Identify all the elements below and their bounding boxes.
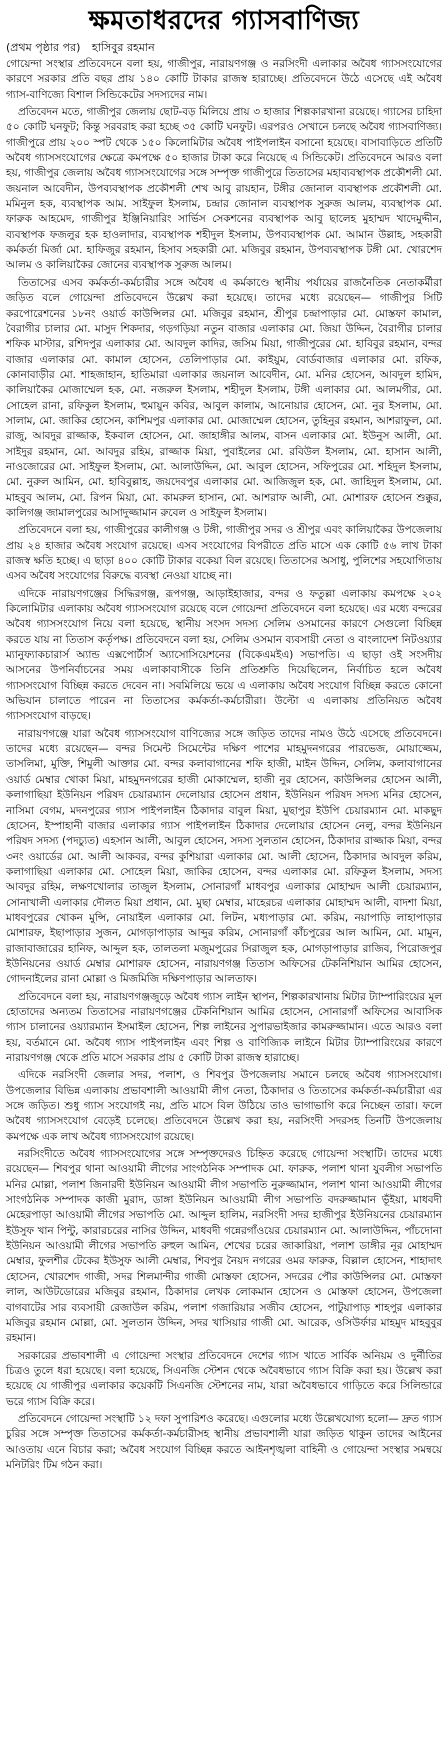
paragraph: গোয়েন্দা সংস্থার প্রতিবেদনে বলা হয়, গাজীপুর, নারায়ণগঞ্জ ও নরসিংদী এলাকার অবৈধ গ্যাসসংযোগের কারণে সরকার প্রতি বছর প্রায় ১৪০ কোটি টাকার রাজস্ব হারাচ্ছে। প্রতিবেদনে উঠে এসেছে এই অবৈধ গ্যাস-বাণিজ্যে বিশাল সিন্ডিকেটের সদস্যদের নাম। bbox=[6, 58, 442, 101]
paragraph: এদিকে নরসিংদী জেলার সদর, পলাশ, ও শিবপুর উপজেলায় সমানে চলছে অবৈধ গ্যাসসংযোগ। উপজেলার বিভিন্ন এলাকায় প্রভাবশালী আওয়ামী লীগ নেতা, ঠিকাদার ও তিতাসের কর্মকর্তা-কর্মচারীরা এর সঙ্গে জড়িত। শুধু গ্যাস সংযোগই নয়, প্রতি মাসে বিল উঠিয়ে তাও ভাগাভাগি করে নিচ্ছেন তারা। ফলে অবৈধ গ্যাসসংযোগ বেড়েই চলেছে। প্রতিবেদনে উল্লেখ করা হয়, নরসিংদী সদরসহ তিনটি উপজেলায় কমপক্ষে এক লাখ অবৈধ গ্যাসসংযোগ রয়েছে। bbox=[6, 1069, 442, 1143]
byline bbox=[6, 40, 442, 56]
paragraph: প্রতিবেদনে গোয়েন্দা সংস্থাটি ১২ দফা সুপারিশও করেছে। এগুলোর মধ্যে উল্লেখযোগ্য হলো— দ্রুত গ্যাস চুরির সঙ্গে সম্পৃক্ত তিতাসের কর্মকর্তা-কর্মচারীসহ স্থানীয় প্রভাবশালী যারা জড়িত থাকুন তাদের আইনের আওতায় এনে বিচার করা; অবৈধ সংযোগ বিচ্ছিন্ন করতে আইনশৃঙ্খলা বাহিনী ও গোয়েন্দা সংস্থার সমন্বয়ে মনিটরিং টিম গঠন করা। bbox=[6, 1412, 442, 1471]
author-name: হাসিবুর রহমান bbox=[91, 41, 155, 54]
paragraph: তিতাসের এসব কর্মকর্তা-কর্মচারীর সঙ্গে অবৈধ এ কর্মকাণ্ডে স্থানীয় পর্যায়ের রাজনৈতিক নেতাকর্মীরা জড়িত বলে গোয়েন্দা প্রতিবেদনে উল্লেখ করা হয়েছে। তাদের মধ্যে রয়েছেন— গাজীপুর সিটি করপোরেশনের ১৮নং ওয়ার্ড কাউন্সিলর মো. মজিবুর রহমান, শ্রীপুর চন্দ্রাপাড়ার মো. মোস্তফা কামাল, বৈরাগীর চালার মো. মাসুদ শিকদার, গড়গড়িয়া নতুন বাজার এলাকার মো. জিয়া উদ্দিন, বৈরাগীর চালার শফিক মাস্টার, রশিদপুর এলাকার মো. আবদুল কাদির, জসিম মিয়া, গাজীপুরের মো. হাবিবুর রহমান, বন্দর বাজার এলাকার মো. কামাল হোসেন, তেলিপাড়ার মো. কাইয়ুম, বোর্ডবাজার এলাকার মো. রফিক, কোনাবাড়ীর মো. শাহজাহান, হাতিমারা এলাকার জয়নাল আবেদীন, মো. মনির হোসেন, আবদুল হামিদ, কালিয়াকৈর মোজাম্মেল হক, মো. নজরুল ইসলাম, শহীদুল ইসলাম, টঙ্গী এলাকার মো. আলমগীর, মো. সোহেল রানা, রফিকুল ইসলাম, হুমায়ুন কবির, আবুল কালাম, আনোয়ার হোসেন, মো. নুর ইসলাম, মো. সালাম, মো. জাকির হোসেন, কাশিমপুর এলাকার মো. মোজাম্মেল হোসেন, তুহিনুর রহমান, আশরাফুল, মো. রাজু, আবদুর রাজ্জাক, ইকবাল হোসেন, মো. জাহাঙ্গীর আলম, বাসন এলাকার মো. ইউনুস আলী, মো. সাইদুর রহমান, মো. আবদুর রহিম, রাজ্জাক মিয়া, পুবাইলের মো. রবিউল ইসলাম, মো. হাসান আলী, নাওজোরের মো. সাইফুল ইসলাম, মো. আলাউদ্দিন, মো. আবুল হোসেন, সফিপুরের মো. শহিদুল ইসলাম, মো. নুরুল আমিন, মো. হাবিবুল্লাহ, জয়দেবপুর এলাকার মো. আজিজুল হক, মো. জাহিদুল ইসলাম, মো. মাহবুব আলম, মো. রিপন মিয়া, মো. কামরুল হাসান, মো. আশরাফ আলী, মো. মোশারফ হোসেন শুক্কুর, কালিগঞ্জ জামালপুরের আসাদুজ্জামান রুবেল ও সাইফুল ইসলাম। bbox=[6, 276, 442, 519]
paragraph: প্রতিবেদনে বলা হয়, গাজীপুরের কালীগঞ্জ ও টঙ্গী, গাজীপুর সদর ও শ্রীপুর এবং কালিয়াকৈর উপজেলায় প্রায় ২৪ হাজার অবৈধ সংযোগ রয়েছে। এসব সংযোগের বিপরীতে প্রতি মাসে এক কোটি ৫৬ লাখ টাকা রাজস্ব ক্ষতি হচ্ছে। এ ছাড়া ৪০০ কোটি টাকার বকেয়া বিল রয়েছে। তিতাসের অসাধু, পুলিশের সহযোগিতায় এসব অবৈধ সংযোগের বিরুদ্ধে ব্যবস্থা নেওয়া যাচ্ছে না। bbox=[6, 524, 442, 583]
paragraph: সরকারের প্রভাবশালী এ গোয়েন্দা সংস্থার প্রতিবেদনে দেশের গ্যাস খাতে সার্বিক অনিয়ম ও দুর্নীতির চিত্রও তুলে ধরা হয়েছে। বলা হয়েছে, সিএনজি স্টেশন থেকে অবৈধভাবে গ্যাস বিক্রি করা হয়। উল্লেখ করা হয়েছে যে গাজীপুর এলাকার কয়েকটি সিএনজি স্টেশনের নাম, যারা অবৈধভাবে গাড়িতে করে সিলিন্ডারে ভরে গ্যাস বিক্রি করে। bbox=[6, 1349, 442, 1408]
article-body bbox=[6, 57, 442, 1473]
paragraph: নারায়ণগঞ্জে যারা অবৈধ গ্যাসসংযোগ বাণিজ্যের সঙ্গে জড়িত তাদের নামও উঠে এসেছে প্রতিবেদনে। তাদের মধ্যে রয়েছেন— বন্দর সিমেন্ট সিমেন্টের দক্ষিণ পাশের মাহমুদনগরের পারভেজ, মোয়াজ্জেম, তাসলিমা, মুক্তি, শিমুলী আক্তার মো. বন্দর কলাবাগানের শফি হাজী, মাইন উদ্দিন, সেলিম, কলাবাগানের ওয়ার্ড মেম্বার খোকা মিয়া, মাহমুদনগরের হাজী মোকাম্মেল, হাজী নুর হোসেন, কাউন্সিলর হোসেন আলী, কলাগাছিয়া ইউনিয়ন পরিষদ চেয়ারম্যান দেলোয়ার হোসেন প্রধান, ইউনিয়ন পরিষদ সদস্য মনির হোসেন, নাসিমা বেগম, মদনপুরের গ্যাস পাইপলাইন ঠিকাদার বাবুল মিয়া, মুছাপুর ইউপি চেয়ারম্যান মো. মাকছুদ হোসেন, ইস্পাহানী বাজার এলাকার গ্যাস পাইপলাইন ঠিকাদার দেলোয়ার হোসেন নেলু, বন্দর ইউনিয়ন পরিষদ সদস্য (পদচ্যুত) এহসান আলী, আবুল হোসেন, সদস্য সুলতান হোসেন, ঠিকাদার রাজ্জাক মিয়া, বন্দর ৩নং ওয়ার্ডের মো. আলী আকবর, বন্দর কুশিয়ারা এলাকার মো. আলী হোসেন, ঠিকাদার আবদুল করিম, কলাগাছিয়া এলাকার মো. সোহেল মিয়া, জাকির হোসেন, বন্দর এলাকার মো. রফিকুল ইসলাম, সদস্য আবদুর রহিম, লক্ষণখোলার তাজুল ইসলাম, সোনারগাঁ মাধবপুর এলাকার মোহাম্মদ আলী চেয়ারম্যান, সোনাখালী এলাকার দৌলত মিয়া প্রধান, মো. মুছা মেম্বার, মাহেরচর এলাকার মোহাম্মদ আলী, বাদশা মিয়া, মাধবপুরের খোকন মুন্সি, নোয়াইল এলাকার মো. লিটন, মধ্যপাড়ার মো. করিম, নয়াপাড়ি লাহাপাড়ার মোশারফ, ইছাপাড়ার সুজন, মোগড়াপাড়ার আব্দুর করিম, সোনারগাঁ কাঁচপুরের আল আমিন, মো. মামুন, রাজাবাজারের হানিফ, আব্দুল হক, তালতলা মজুমপুরের সিরাজুল হক, মোগড়াপাড়ার রাজিব, পিরোজপুর ইউনিয়নের ওয়ার্ড মেম্বার মোশারফ হোসেন, নারায়ণগঞ্জ তিতাস অফিসের টেকনিশিয়ান আমির হোসেন, গোদনাইলের রানা মোল্লা ও মিজমিজি দক্ষিণপাড়ার আলতাফ। bbox=[6, 727, 442, 986]
headline: ক্ষমতাধরদের গ্যাসবাণিজ্য bbox=[88, 6, 360, 36]
continuation-note: (প্রথম পৃষ্ঠার পর) bbox=[6, 41, 81, 54]
paragraph: প্রতিবেদন মতে, গাজীপুর জেলায় ছোট-বড় মিলিয়ে প্রায় ৩ হাজার শিল্পকারখানা রয়েছে। গ্যাসের চাহিদা ৫০ কোটি ঘনফুট; কিন্তু সরবরাহ করা হচ্ছে ৩৫ কোটি ঘনফুট। এরপরও সেখানে চলছে অবৈধ গ্যাসবাণিজ্য। গাজীপুরে প্রায় ২০০ স্পট থেকে ১৫০ কিলোমিটার অবৈধ পাইপলাইন বসানো হয়েছে। বাসাবাড়িতে প্রতিটি অবৈধ গ্যাসসংযোগের ক্ষেত্রে কমপক্ষে ৫০ হাজার টাকা করে নিয়েছে এ সিন্ডিকেট। প্রতিবেদনে আরও বলা হয়, গাজীপুর জেলায় অবৈধ গ্যাসসংযোগের সঙ্গে সম্পৃক্ত গাজীপুরে তিতাসের মহাব্যবস্থাপক প্রকৌশলী মো. জয়নাল আবেদীন, উপব্যবস্থাপক প্রকৌশলী শেখ আবু রায়হান, টঙ্গীর জোনাল ব্যবস্থাপক প্রকৌশলী মো. মমিনুল হক, ব্যবস্থাপক আম. সাইফুল ইসলাম, চন্দ্রার জোনাল ব্যবস্থাপক সুরুজ আলম, ব্যবস্থাপক মো. ফারুক আহমেদ, গাজীপুর ইঞ্জিনিয়ারিং সার্ভিস সেকশনের ব্যবস্থাপক আবু ছালেহ মুহাম্মদ খাদেমুদ্দীন, ব্যবস্থাপক ফজলুর হক হাওলাদার, ব্যবস্থাপক শহীদুল ইসলাম, উপব্যবস্থাপক মো. আমান উল্লাহ, সহকারী কর্মকর্তা মির্জা মো. হাফিজুর রহমান, হিসাব সহকারী মো. মজিবুর রহমান, উপব্যবস্থাপক টঙ্গী মো. খোরশেদ আলম ও কালিয়াকৈর জোনের ব্যবস্থাপক সুরুজ আলম। bbox=[6, 106, 442, 272]
paragraph: প্রতিবেদনে বলা হয়, নারায়ণগঞ্জজুড়ে অবৈধ গ্যাস লাইন স্থাপন, শিল্পকারখানায় মিটার ট্যাম্পারিংয়ের মূল হোতাদের অন্যতম তিতাসের নারায়ণগঞ্জের টেকনিশিয়ান আমির হোসেন, সোনারগাঁ অফিসের আবাসিক গ্যাস চালানের ওয়্যারম্যান ইসমাইল হোসেন, শিল্প লাইনের সুপারভাইজার কামরুজ্জামান। এতে আরও বলা হয়, বর্তমানে মো. অবৈধ গ্যাস পাইপলাইন এবং শিল্প ও বাণিজ্যিক লাইনে মিটার ট্যাম্পারিংয়ের কারণে নারায়ণগঞ্জ থেকে প্রতি মাসে সরকার প্রায় ৫ কোটি টাকা রাজস্ব হারাচ্ছে। bbox=[6, 990, 442, 1064]
paragraph: নরসিংদীতে অবৈধ গ্যাসসংযোগের সঙ্গে সম্পৃক্তদেরও চিহ্নিত করেছে গোয়েন্দা সংস্থাটি। তাদের মধ্যে রয়েছেন— শিবপুর থানা আওয়ামী লীগের সাংগঠনিক সম্পাদক মো. ফারুক, পলাশ থানা যুবলীগ সভাপতি মনির মোল্লা, পলাশ জিনারদী ইউনিয়ন আওয়ামী লীগ সভাপতি নুরুজ্জামান, পলাশ থানা আওয়ামী লীগের সাংগঠনিক সম্পাদক কাজী মুরাদ, ডাঙ্গা ইউনিয়ন আওয়ামী লীগ সভাপতি বদরুজ্জামান ভূঁইয়া, মাধবদী মেহেরপাড়া আওয়ামী লীগের সভাপতি মো. আব্দুল হালিম, নরসিংদী সদর হাজীপুর ইউনিয়নের চেয়ারম্যান ইউসুফ খান পিন্টু, কারারচরের নাসির উদ্দিন, মাধবদী গন্নেরগাঁওয়ের চেয়ারম্যান মো. আলাউদ্দিন, পাঁচদোনা ইউনিয়ন আওয়ামী লীগের সভাপতি রুহুল আমিন, শেখের চরের জাকারিয়া, পলাশ ডাঙ্গীর নূর মোহাম্মদ মেম্বার, ফুলশীর টেকের ইউসুফ আলী মেম্বার, শিবপুর নৈয়দ নগরের ওমর ফারুক, বিল্লাল হোসেন, শাহাদাৎ হোসেন, খোরশেদ গাজী, সদর শিলমান্দীর গাজী মোস্তফা হোসেন, সদরের পৌর কাউন্সিলর মো. মোস্তফা লাল, আউটডোরের মজিবুর রহমান, ঠিকাদার লেখক লোকমান হোসেন ও মোস্তফা হোসেন, উপজেলা বাগবাটের সার ব্যবসায়ী রেজাউল করিম, পলাশ গজারিয়ার সজীব হোসেন, পাটুয়াপাড় শাহপুর এলাকার মজিবুর রহমান মোল্লা, মো. সুলতান উদ্দিন, সদর খাসিয়ার গাজী মো. আরেক, ওসিউর্ফার মাহমুদ মাহবুবুর রহমান। bbox=[6, 1148, 442, 1345]
paragraph: এদিকে নারায়ণগঞ্জের সিদ্ধিরগঞ্জ, রূপগঞ্জ, আড়াইহাজার, বন্দর ও ফতুল্লা এলাকায় কমপক্ষে ২০২ কিলোমিটার এলাকায় অবৈধ গ্যাসসংযোগ রয়েছে বলে গোয়েন্দা প্রতিবেদনে বলা হয়েছে। এর মধ্যে বন্দরের অবৈধ গ্যাসসংযোগ নিয়ে বলা হয়েছে, স্থানীয় সংসদ সদস্য সেলিম ওসমানের কারণে সেগুলো বিচ্ছিন্ন করতে যায় না তিতাস কর্তৃপক্ষ। প্রতিবেদনে বলা হয়, সেলিম ওসমান ব্যবসায়ী নেতা ও বাংলাদেশ নিটওয়্যার ম্যানুফ্যাকচারার্স অ্যান্ড এক্সপোর্টার্স অ্যাসোসিয়েশনের (বিকেএমইএ) সভাপতি। এ ছাড়া ওই সংসদীয় আসনের উপনির্বাচনের সময় এলাকাবাসীকে তিনি প্রতিশ্রুতি দিয়েছিলেন, নির্বাচিত হলে অবৈধ গ্যাসসংযোগ বিচ্ছিন্ন করতে দেবেন না। সবমিলিয়ে ভয়ে এ এলাকায় অবৈধ সংযোগ বিচ্ছিন্ন করতে কোনো অভিযান চালাতে পারেন না তিতাসের কর্মকর্তা-কর্মচারীরা। উল্টো এ এলাকায় প্রতিনিয়ত অবৈধ গ্যাসসংযোগ বাড়ছে। bbox=[6, 587, 442, 723]
